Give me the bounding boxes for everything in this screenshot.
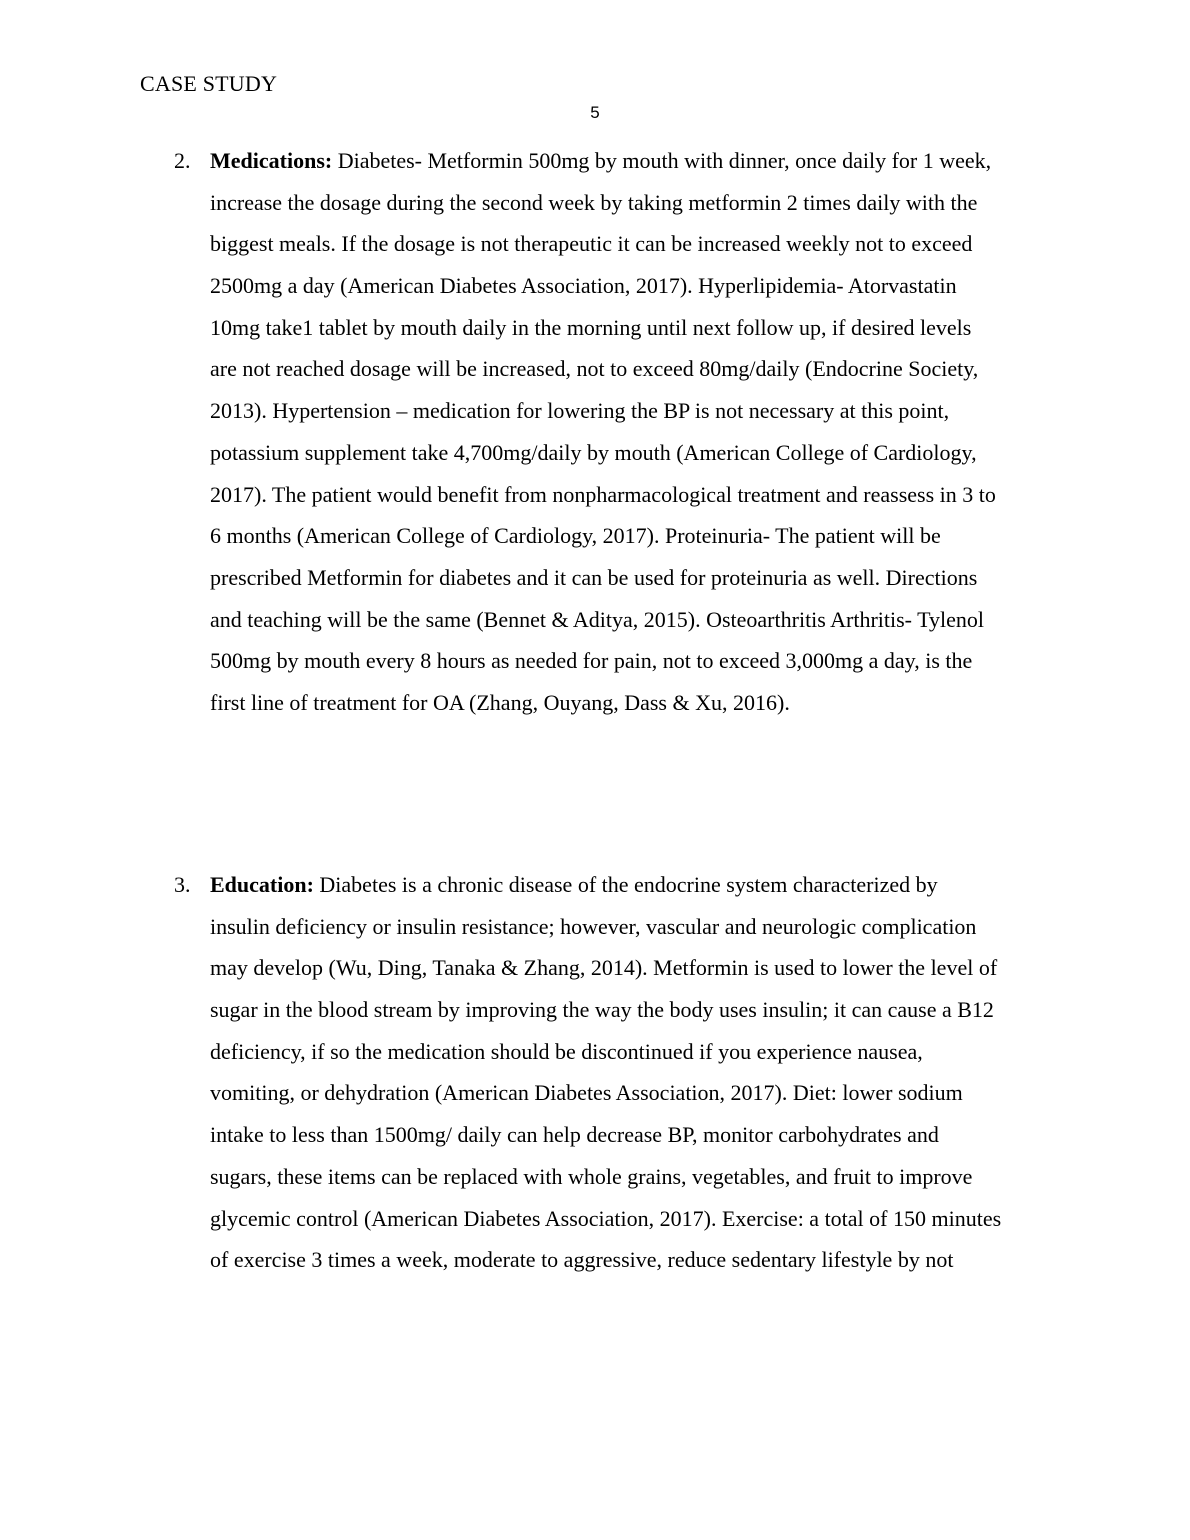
- text-line: deficiency, if so the medication should be discontinued if you experience nausea,: [210, 1038, 923, 1064]
- text-line: intake to less than 1500mg/ daily can help decrease BP, monitor carbohydrates and: [210, 1122, 939, 1148]
- text-line: glycemic control (American Diabetes Association, 2017). Exercise: a total of 150 minutes: [210, 1205, 1002, 1231]
- text-line: of exercise 3 times a week, moderate to aggressive, reduce sedentary lifestyle by not: [210, 1247, 954, 1273]
- text-line: 10mg take1 tablet by mouth daily in the morning until next follow up, if desired levels: [210, 314, 972, 340]
- text-line: insulin deficiency or insulin resistance; however, vascular and neurologic complication: [210, 913, 977, 939]
- text-line: first line of treatment for OA (Zhang, Ouyang, Dass & Xu, 2016).: [210, 689, 790, 715]
- section-lead: Education:: [210, 872, 314, 897]
- list-item-body: [210, 870, 1058, 1287]
- section-lead: Medications:: [210, 148, 333, 173]
- text-run: Diabetes- Metformin 500mg by mouth with dinner, once daily for 1 week,: [332, 148, 992, 173]
- text-line: may develop (Wu, Ding, Tanaka & Zhang, 2014). Metformin is used to lower the level of: [210, 955, 998, 981]
- text-line: 2500mg a day (American Diabetes Association, 2017). Hyperlipidemia- Atorvastatin: [210, 273, 957, 299]
- text-line: prescribed Metformin for diabetes and it can be used for proteinuria as well. Directions: [210, 564, 978, 590]
- page-number: 5: [590, 103, 600, 122]
- text-line: 2017). The patient would benefit from nonpharmacological treatment and reassess in 3 to: [210, 481, 996, 507]
- running-head: CASE STUDY: [140, 71, 278, 96]
- list-item-number: 2.: [174, 148, 191, 173]
- text-line: 6 months (American College of Cardiology, 2017). Proteinuria- The patient will be: [210, 523, 941, 549]
- text-run: Diabetes is a chronic disease of the endocrine system characterized by: [313, 872, 938, 897]
- list-item-number: 3.: [174, 872, 191, 897]
- text-line: sugars, these items can be replaced with whole grains, vegetables, and fruit to improve: [210, 1163, 973, 1189]
- text-line: 500mg by mouth every 8 hours as needed for pain, not to exceed 3,000mg a day, is the: [210, 648, 973, 674]
- list-item-body: [210, 146, 1058, 730]
- text-line: potassium supplement take 4,700mg/daily by mouth (American College of Cardiology,: [210, 439, 977, 465]
- text-line: and teaching will be the same (Bennet & Aditya, 2015). Osteoarthritis Arthritis- Tylenol: [210, 606, 985, 632]
- text-line: are not reached dosage will be increased, not to exceed 80mg/daily (Endocrine Society,: [210, 356, 979, 382]
- text-line: increase the dosage during the second week by taking metformin 2 times daily with the: [210, 189, 978, 215]
- text-line: vomiting, or dehydration (American Diabetes Association, 2017). Diet: lower sodium: [210, 1080, 963, 1106]
- text-line: 2013). Hypertension – medication for lowering the BP is not necessary at this point,: [210, 398, 950, 424]
- text-line: sugar in the blood stream by improving the way the body uses insulin; it can cause a B12: [210, 997, 994, 1023]
- text-line: biggest meals. If the dosage is not therapeutic it can be increased weekly not to exceed: [210, 231, 973, 257]
